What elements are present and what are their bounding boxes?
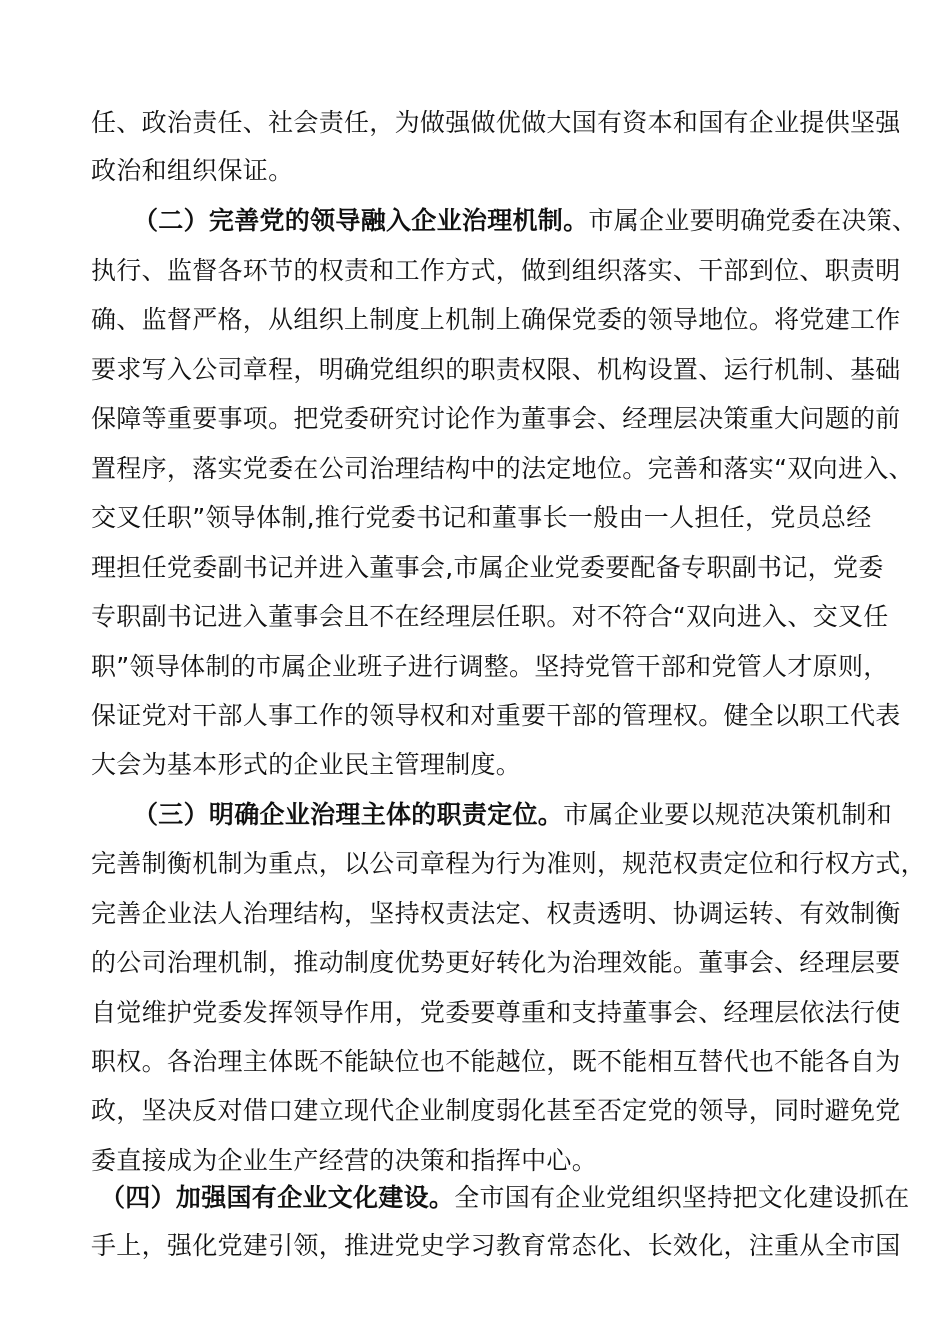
paragraph-line: 专职副书记进入董事会且不在经理层任职。对不符合“双向进入、交叉任 bbox=[91, 602, 889, 631]
paragraph-line: 委直接成为企业生产经营的决策和指挥中心。 bbox=[91, 1146, 598, 1175]
paragraph-text: 市属企业要明确党委在决策、 bbox=[588, 206, 918, 235]
paragraph-line: 理担任党委副书记并进入董事会,市属企业党委要配备专职副书记，党委 bbox=[91, 553, 884, 582]
paragraph-line: 职”领导体制的市属企业班子进行调整。坚持党管干部和党管人才原则， bbox=[91, 652, 889, 681]
section-heading: （二）完善党的领导融入企业治理机制。 bbox=[133, 206, 589, 235]
paragraph-line: 置程序，落实党委在公司治理结构中的法定地位。完善和落实“双向进入、 bbox=[91, 454, 914, 483]
paragraph-first-line bbox=[133, 800, 892, 830]
paragraph-text: 全市国有企业党组织坚持把文化建设抓在 bbox=[454, 1183, 910, 1212]
paragraph-line: 自觉维护党委发挥领导作用，党委要尊重和支持董事会、经理层依法行使 bbox=[91, 998, 901, 1027]
paragraph-first-line bbox=[133, 206, 917, 236]
paragraph-line: 交叉任职”领导体制,推行党委书记和董事长一般由一人担任，党员总经 bbox=[91, 503, 872, 532]
paragraph-line: 手上，强化党建引领，推进党史学习教育常态化、长效化，注重从全市国 bbox=[91, 1231, 901, 1260]
paragraph-line: 政，坚决反对借口建立现代企业制度弱化甚至否定党的领导，同时避免党 bbox=[91, 1096, 901, 1125]
paragraph-text: 市属企业要以规范决策机制和 bbox=[563, 800, 893, 829]
paragraph-line: 政治和组织保证。 bbox=[91, 156, 294, 185]
section-heading: （三）明确企业治理主体的职责定位。 bbox=[133, 800, 564, 829]
section-heading: （四）加强国有企业文化建设。 bbox=[100, 1183, 455, 1212]
paragraph-line: 大会为基本形式的企业民主管理制度。 bbox=[91, 750, 522, 779]
paragraph-line: 执行、监督各环节的权责和工作方式，做到组织落实、干部到位、职责明 bbox=[91, 256, 901, 285]
paragraph-line: 保障等重要事项。把党委研究讨论作为董事会、经理层决策重大问题的前 bbox=[91, 404, 901, 433]
paragraph-line: 的公司治理机制，推动制度优势更好转化为治理效能。董事会、经理层要 bbox=[91, 948, 901, 977]
paragraph-line: 完善制衡机制为重点，以公司章程为行为准则，规范权责定位和行权方式， bbox=[91, 849, 926, 878]
paragraph-line: 确、监督严格，从组织上制度上机制上确保党委的领导地位。将党建工作 bbox=[91, 305, 901, 334]
paragraph-line: 保证党对干部人事工作的领导权和对重要干部的管理权。健全以职工代表 bbox=[91, 701, 901, 730]
paragraph-line: 职权。各治理主体既不能缺位也不能越位，既不能相互替代也不能各自为 bbox=[91, 1047, 901, 1076]
paragraph-line: 要求写入公司章程，明确党组织的职责权限、机构设置、运行机制、基础 bbox=[91, 355, 901, 384]
paragraph-first-line bbox=[100, 1183, 910, 1213]
paragraph-line: 完善企业法人治理结构，坚持权责法定、权责透明、协调运转、有效制衡 bbox=[91, 899, 901, 928]
paragraph-line: 任、政治责任、社会责任，为做强做优做大国有资本和国有企业提供坚强 bbox=[91, 108, 901, 137]
